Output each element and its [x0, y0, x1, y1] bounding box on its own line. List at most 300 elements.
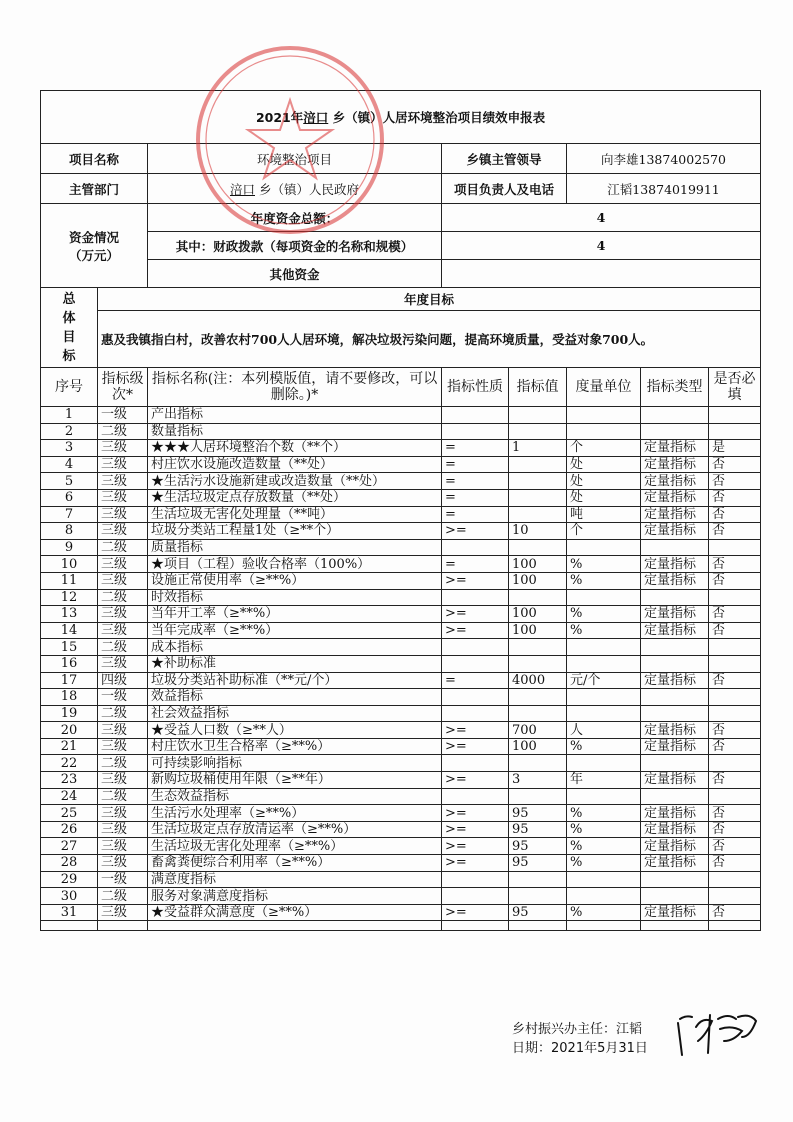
- row-type: 定量指标: [641, 855, 709, 872]
- row-type: [641, 871, 709, 888]
- table-row: [41, 655, 761, 672]
- row-level: 三级: [98, 506, 148, 523]
- row-name: ★补助标准: [148, 655, 442, 672]
- row-index: 5: [41, 473, 98, 490]
- funds-total-value: 4: [442, 204, 761, 232]
- row-nature: >=: [442, 855, 509, 872]
- performance-form-table: [40, 90, 761, 931]
- table-row: [41, 423, 761, 440]
- row-level: 一级: [98, 407, 148, 424]
- row-name: 村庄饮水设施改造数量（**处）: [148, 456, 442, 473]
- row-index: 12: [41, 589, 98, 606]
- row-type: [641, 407, 709, 424]
- signature-block: [512, 1020, 648, 1058]
- row-type: 定量指标: [641, 440, 709, 457]
- header-type: 指标类型: [641, 368, 709, 407]
- table-row: [41, 489, 761, 506]
- row-unit: [567, 788, 641, 805]
- row-value: 95: [509, 805, 567, 822]
- row-value: 100: [509, 572, 567, 589]
- row-type: 定量指标: [641, 523, 709, 540]
- row-value: 100: [509, 606, 567, 623]
- header-unit: 度量单位: [567, 368, 641, 407]
- table-row: [41, 622, 761, 639]
- row-name: 社会效益指标: [148, 705, 442, 722]
- row-unit: [567, 888, 641, 905]
- funds-label: 资金情况（万元）: [41, 204, 148, 288]
- row-index: 14: [41, 622, 98, 639]
- row-index: 4: [41, 456, 98, 473]
- row-unit: [567, 755, 641, 772]
- row-level: 二级: [98, 539, 148, 556]
- row-unit: %: [567, 855, 641, 872]
- row-nature: =: [442, 440, 509, 457]
- row-index: 27: [41, 838, 98, 855]
- row-required: 否: [709, 556, 761, 573]
- row-type: [641, 705, 709, 722]
- table-row: [41, 606, 761, 623]
- row-unit: %: [567, 622, 641, 639]
- row-index: 3: [41, 440, 98, 457]
- row-name: 垃圾分类站工程量1处（≥**个）: [148, 523, 442, 540]
- row-unit: %: [567, 805, 641, 822]
- row-name: 质量指标: [148, 539, 442, 556]
- row-level: 三级: [98, 821, 148, 838]
- row-required: [709, 539, 761, 556]
- row-type: 定量指标: [641, 556, 709, 573]
- row-name: 成本指标: [148, 639, 442, 656]
- row-value: [509, 473, 567, 490]
- funds-total-label: 年度资金总额：: [148, 204, 442, 232]
- row-unit: 元/个: [567, 672, 641, 689]
- table-row: [41, 473, 761, 490]
- row-value: 10: [509, 523, 567, 540]
- row-unit: 年: [567, 772, 641, 789]
- header-required: 是否必填: [709, 368, 761, 407]
- table-row: [41, 539, 761, 556]
- row-nature: [442, 539, 509, 556]
- row-unit: 吨: [567, 506, 641, 523]
- row-level: 三级: [98, 622, 148, 639]
- table-row: [41, 772, 761, 789]
- row-value: [509, 639, 567, 656]
- manager-value: 江韬13874019911: [567, 174, 761, 204]
- leader-label: 乡镇主管领导: [442, 144, 567, 174]
- row-required: 否: [709, 622, 761, 639]
- row-nature: [442, 639, 509, 656]
- row-index: 22: [41, 755, 98, 772]
- row-unit: %: [567, 572, 641, 589]
- row-unit: %: [567, 556, 641, 573]
- row-type: [641, 788, 709, 805]
- row-name: 村庄饮水卫生合格率（≥**%）: [148, 738, 442, 755]
- row-level: 三级: [98, 489, 148, 506]
- row-index: 16: [41, 655, 98, 672]
- annual-goal-label: 年度目标: [98, 288, 761, 311]
- row-level: 一级: [98, 689, 148, 706]
- row-type: 定量指标: [641, 473, 709, 490]
- row-unit: 个: [567, 523, 641, 540]
- row-value: [509, 489, 567, 506]
- row-nature: >=: [442, 738, 509, 755]
- row-unit: 处: [567, 456, 641, 473]
- row-nature: [442, 755, 509, 772]
- row-nature: >=: [442, 523, 509, 540]
- row-index: 19: [41, 705, 98, 722]
- row-required: 否: [709, 821, 761, 838]
- row-value: 95: [509, 838, 567, 855]
- row-unit: %: [567, 738, 641, 755]
- row-required: [709, 655, 761, 672]
- header-nature: 指标性质: [442, 368, 509, 407]
- row-index: 1: [41, 407, 98, 424]
- row-nature: >=: [442, 622, 509, 639]
- row-required: 否: [709, 722, 761, 739]
- row-required: 否: [709, 523, 761, 540]
- row-value: 95: [509, 904, 567, 921]
- table-row: [41, 440, 761, 457]
- row-required: 否: [709, 473, 761, 490]
- row-required: [709, 423, 761, 440]
- table-row: [41, 904, 761, 921]
- row-type: [641, 423, 709, 440]
- row-name: ★受益人口数（≥**人）: [148, 722, 442, 739]
- row-name: 设施正常使用率（≥**%）: [148, 572, 442, 589]
- title-rest: 乡（镇）人居环境整治项目绩效申报表: [332, 110, 546, 125]
- row-level: 三级: [98, 772, 148, 789]
- row-type: [641, 589, 709, 606]
- row-name: 当年完成率（≥**%）: [148, 622, 442, 639]
- row-type: 定量指标: [641, 672, 709, 689]
- table-row: [41, 871, 761, 888]
- row-unit: 处: [567, 473, 641, 490]
- table-row: [41, 672, 761, 689]
- leader-value: 向李雄13874002570: [567, 144, 761, 174]
- date-line: 日期：2021年5月31日: [512, 1041, 648, 1056]
- row-index: 25: [41, 805, 98, 822]
- row-type: 定量指标: [641, 821, 709, 838]
- row-required: 否: [709, 838, 761, 855]
- row-type: 定量指标: [641, 456, 709, 473]
- row-index: 2: [41, 423, 98, 440]
- funds-other-value: [442, 260, 761, 288]
- row-name: 生活垃圾无害化处理率（≥**%）: [148, 838, 442, 855]
- dept-label: 主管部门: [41, 174, 148, 204]
- row-level: 二级: [98, 788, 148, 805]
- project-name-label: 项目名称: [41, 144, 148, 174]
- row-unit: [567, 639, 641, 656]
- row-name: 生态效益指标: [148, 788, 442, 805]
- row-unit: [567, 871, 641, 888]
- row-level: 二级: [98, 639, 148, 656]
- row-type: 定量指标: [641, 622, 709, 639]
- row-level: 二级: [98, 755, 148, 772]
- director-line: 乡村振兴办主任：江韬: [512, 1022, 643, 1037]
- row-index: 28: [41, 855, 98, 872]
- row-required: 是: [709, 440, 761, 457]
- dept-value: [148, 174, 442, 204]
- row-required: 否: [709, 738, 761, 755]
- row-name: 数量指标: [148, 423, 442, 440]
- row-required: [709, 888, 761, 905]
- header-name: 指标名称(注：本列模版值，请不要修改，可以删除。)*: [148, 368, 442, 407]
- table-row: [41, 722, 761, 739]
- row-nature: >=: [442, 821, 509, 838]
- row-nature: [442, 423, 509, 440]
- row-nature: [442, 888, 509, 905]
- table-row: [41, 407, 761, 424]
- row-nature: [442, 407, 509, 424]
- row-unit: [567, 689, 641, 706]
- row-unit: [567, 407, 641, 424]
- row-index: 7: [41, 506, 98, 523]
- row-nature: [442, 589, 509, 606]
- row-required: [709, 755, 761, 772]
- row-index: 26: [41, 821, 98, 838]
- row-required: 否: [709, 904, 761, 921]
- row-nature: [442, 705, 509, 722]
- row-value: [509, 423, 567, 440]
- title-town: 涪口: [303, 110, 329, 125]
- row-value: [509, 705, 567, 722]
- table-row: [41, 788, 761, 805]
- row-type: [641, 888, 709, 905]
- row-index: 31: [41, 904, 98, 921]
- row-value: [509, 456, 567, 473]
- row-type: 定量指标: [641, 489, 709, 506]
- row-value: 100: [509, 622, 567, 639]
- row-required: 否: [709, 572, 761, 589]
- row-type: [641, 655, 709, 672]
- row-name: ★生活污水设施新建或改造数量（**处）: [148, 473, 442, 490]
- row-required: [709, 689, 761, 706]
- row-type: 定量指标: [641, 506, 709, 523]
- row-value: [509, 871, 567, 888]
- row-level: 三级: [98, 855, 148, 872]
- row-level: 三级: [98, 722, 148, 739]
- row-index: 15: [41, 639, 98, 656]
- row-index: 29: [41, 871, 98, 888]
- row-level: 三级: [98, 805, 148, 822]
- row-name: 可持续影响指标: [148, 755, 442, 772]
- row-value: [509, 589, 567, 606]
- row-type: 定量指标: [641, 722, 709, 739]
- table-row: [41, 506, 761, 523]
- row-index: 17: [41, 672, 98, 689]
- row-name: 畜禽粪便综合利用率（≥**%）: [148, 855, 442, 872]
- table-row: [41, 855, 761, 872]
- table-row: [41, 523, 761, 540]
- row-name: ★生活垃圾定点存放数量（**处）: [148, 489, 442, 506]
- table-row: [41, 888, 761, 905]
- row-required: [709, 589, 761, 606]
- project-name-value: 环境整治项目: [148, 144, 442, 174]
- handwritten-signature: [672, 1007, 762, 1057]
- row-level: 三级: [98, 456, 148, 473]
- row-type: 定量指标: [641, 572, 709, 589]
- row-nature: >=: [442, 572, 509, 589]
- header-value: 指标值: [509, 368, 567, 407]
- row-required: 否: [709, 456, 761, 473]
- row-value: 4000: [509, 672, 567, 689]
- row-unit: 人: [567, 722, 641, 739]
- row-nature: =: [442, 456, 509, 473]
- dept-town: 涪口: [229, 181, 255, 197]
- row-type: 定量指标: [641, 738, 709, 755]
- manager-label: 项目负责人及电话: [442, 174, 567, 204]
- table-row: [41, 705, 761, 722]
- row-nature: [442, 655, 509, 672]
- row-value: 95: [509, 821, 567, 838]
- row-nature: =: [442, 672, 509, 689]
- dept-rest: 乡（镇）人民政府: [258, 181, 359, 197]
- row-required: 否: [709, 506, 761, 523]
- row-required: [709, 705, 761, 722]
- row-nature: >=: [442, 772, 509, 789]
- row-index: 24: [41, 788, 98, 805]
- table-row: [41, 805, 761, 822]
- goal-label: 总体目标: [41, 288, 98, 368]
- row-value: 100: [509, 556, 567, 573]
- row-level: 三级: [98, 655, 148, 672]
- row-level: 一级: [98, 871, 148, 888]
- row-type: 定量指标: [641, 838, 709, 855]
- row-unit: 处: [567, 489, 641, 506]
- row-required: [709, 788, 761, 805]
- row-type: [641, 539, 709, 556]
- funds-fiscal-value: 4: [442, 232, 761, 260]
- row-type: [641, 755, 709, 772]
- row-value: [509, 506, 567, 523]
- row-name: 新购垃圾桶使用年限（≥**年）: [148, 772, 442, 789]
- row-nature: [442, 871, 509, 888]
- row-required: 否: [709, 855, 761, 872]
- row-required: 否: [709, 489, 761, 506]
- row-level: 二级: [98, 589, 148, 606]
- row-type: 定量指标: [641, 772, 709, 789]
- form-title: [41, 91, 761, 144]
- row-unit: %: [567, 606, 641, 623]
- row-level: 三级: [98, 556, 148, 573]
- header-index: 序号: [41, 368, 98, 407]
- row-unit: %: [567, 838, 641, 855]
- funds-other-label: 其他资金: [148, 260, 442, 288]
- table-row: [41, 456, 761, 473]
- table-header-row: [41, 368, 761, 407]
- row-value: 95: [509, 855, 567, 872]
- row-level: 二级: [98, 705, 148, 722]
- row-required: 否: [709, 772, 761, 789]
- row-required: 否: [709, 672, 761, 689]
- table-row: [41, 556, 761, 573]
- row-index: 6: [41, 489, 98, 506]
- row-required: [709, 407, 761, 424]
- row-name: 产出指标: [148, 407, 442, 424]
- row-nature: =: [442, 556, 509, 573]
- funds-fiscal-label: 其中：财政拨款（每项资金的名称和规模）: [148, 232, 442, 260]
- row-level: 三级: [98, 523, 148, 540]
- row-name: ★项目（工程）验收合格率（100%）: [148, 556, 442, 573]
- row-level: 二级: [98, 888, 148, 905]
- row-nature: >=: [442, 838, 509, 855]
- row-nature: [442, 788, 509, 805]
- row-unit: [567, 423, 641, 440]
- row-level: 三级: [98, 904, 148, 921]
- title-year: 2021年: [255, 110, 304, 125]
- annual-goal-text: 惠及我镇指白村，改善农村700人人居环境，解决垃圾污染问题，提高环境质量，受益对象700人。: [98, 311, 761, 368]
- row-nature: >=: [442, 722, 509, 739]
- row-level: 二级: [98, 423, 148, 440]
- row-index: 10: [41, 556, 98, 573]
- row-unit: %: [567, 904, 641, 921]
- row-index: 18: [41, 689, 98, 706]
- row-unit: [567, 655, 641, 672]
- row-index: 9: [41, 539, 98, 556]
- row-name: 生活垃圾定点存放清运率（≥**%）: [148, 821, 442, 838]
- table-row: [41, 572, 761, 589]
- row-level: 三级: [98, 738, 148, 755]
- table-row: [41, 838, 761, 855]
- row-required: [709, 639, 761, 656]
- row-value: [509, 539, 567, 556]
- row-index: 23: [41, 772, 98, 789]
- row-index: 13: [41, 606, 98, 623]
- row-value: [509, 888, 567, 905]
- row-nature: >=: [442, 606, 509, 623]
- row-unit: [567, 589, 641, 606]
- row-nature: =: [442, 506, 509, 523]
- row-name: 生活污水处理率（≥**%）: [148, 805, 442, 822]
- row-value: [509, 655, 567, 672]
- row-level: 三级: [98, 606, 148, 623]
- row-level: 四级: [98, 672, 148, 689]
- row-unit: [567, 539, 641, 556]
- row-index: 20: [41, 722, 98, 739]
- row-type: [641, 639, 709, 656]
- table-row: [41, 738, 761, 755]
- row-value: [509, 689, 567, 706]
- row-index: 21: [41, 738, 98, 755]
- row-required: [709, 871, 761, 888]
- row-value: [509, 788, 567, 805]
- row-value: 1: [509, 440, 567, 457]
- table-row: [41, 821, 761, 838]
- row-name: ★受益群众满意度（≥**%）: [148, 904, 442, 921]
- row-nature: [442, 689, 509, 706]
- row-name: 垃圾分类站补助标准（**元/个）: [148, 672, 442, 689]
- row-level: 三级: [98, 572, 148, 589]
- row-name: 效益指标: [148, 689, 442, 706]
- row-name: 服务对象满意度指标: [148, 888, 442, 905]
- row-value: [509, 407, 567, 424]
- row-index: 30: [41, 888, 98, 905]
- row-name: 满意度指标: [148, 871, 442, 888]
- table-row: [41, 639, 761, 656]
- row-nature: >=: [442, 904, 509, 921]
- table-row: [41, 589, 761, 606]
- row-unit: 个: [567, 440, 641, 457]
- row-unit: %: [567, 821, 641, 838]
- row-nature: >=: [442, 805, 509, 822]
- row-level: 三级: [98, 838, 148, 855]
- row-required: 否: [709, 606, 761, 623]
- row-name: 时效指标: [148, 589, 442, 606]
- row-nature: =: [442, 473, 509, 490]
- row-level: 三级: [98, 440, 148, 457]
- row-type: 定量指标: [641, 805, 709, 822]
- row-unit: [567, 705, 641, 722]
- row-index: 8: [41, 523, 98, 540]
